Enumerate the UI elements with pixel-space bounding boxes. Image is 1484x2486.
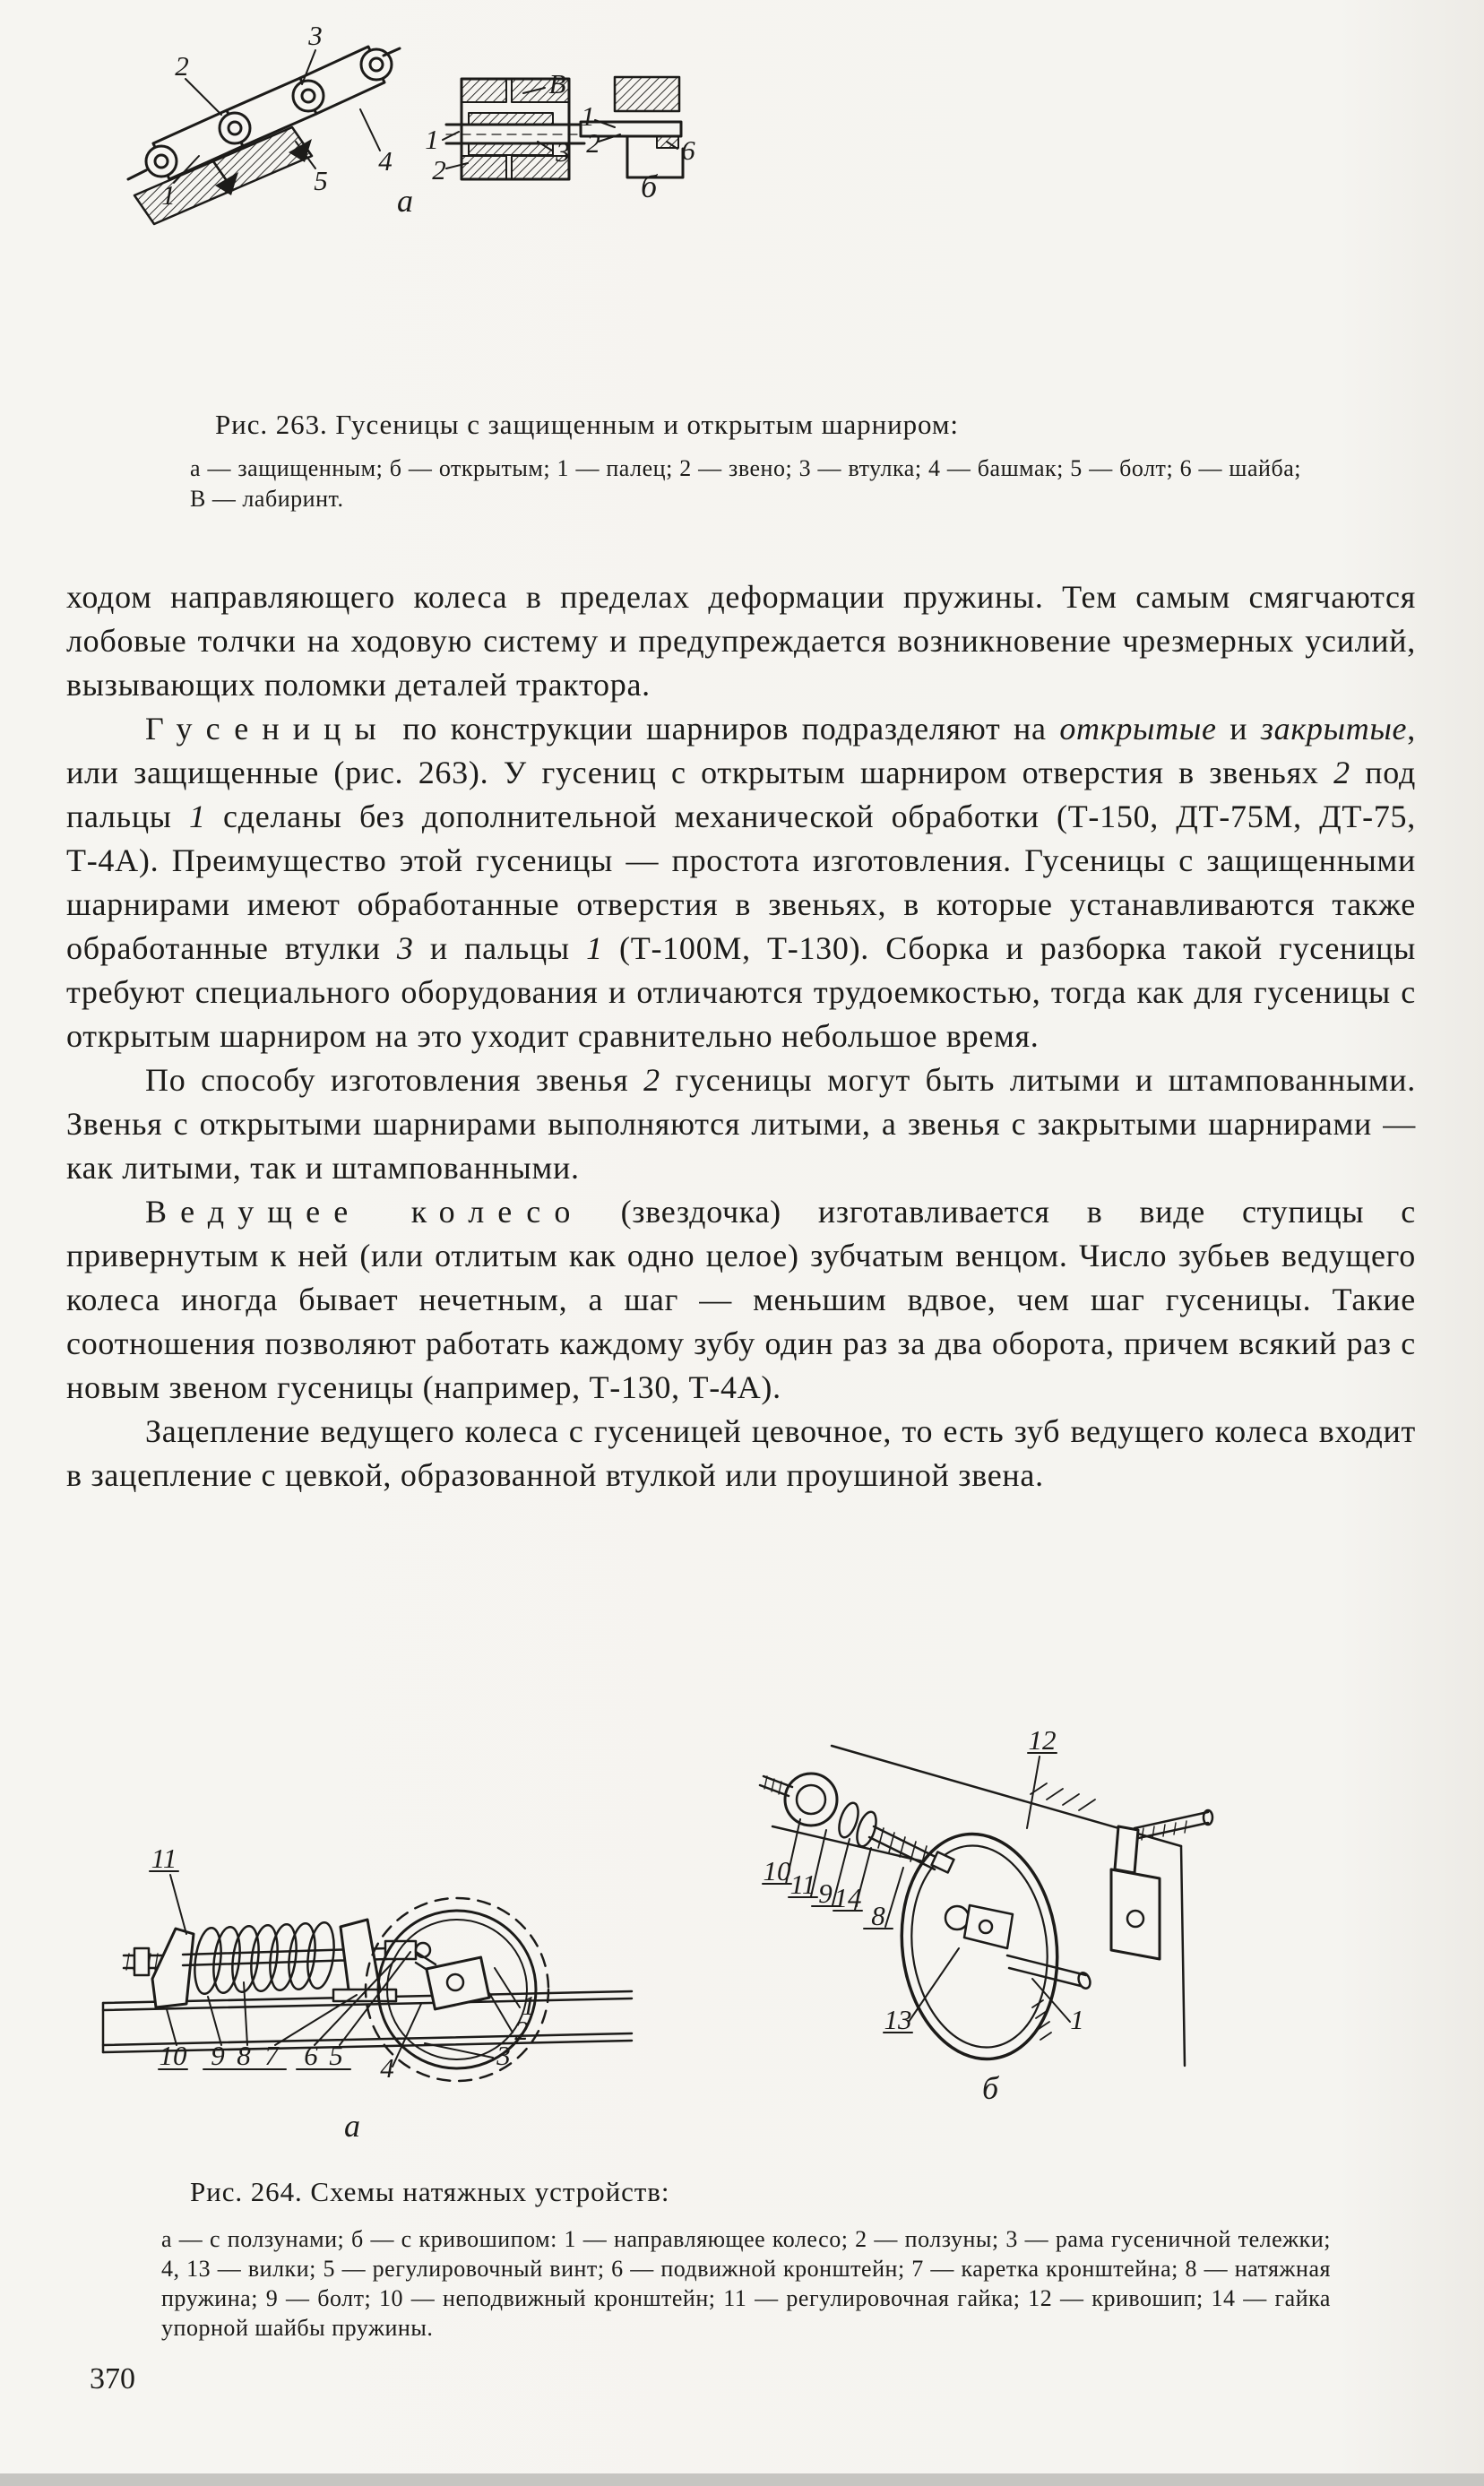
subfigure-b-label: б [981, 2070, 999, 2106]
text-run: (Т-100М, Т-130). Сборка и разборка такой гусеницы требуют специального оборудования и отличаются трудоемкостью, тогда как для гусеницы с открытым шарниром на это уходит сравнительно небольшое время. [66, 930, 1416, 1054]
callout-3-left: 3 [496, 2040, 511, 2071]
callout-6-right: 6 [681, 134, 695, 166]
callout-3-mid: 3 [556, 136, 570, 168]
body-text-column [66, 575, 1416, 1498]
page-number: 370 [90, 2362, 135, 2395]
scan-edge-shadow [0, 2473, 1484, 2486]
text-run: 1 [586, 930, 603, 966]
callout-1-right: 1 [581, 100, 595, 132]
text-run: По способу изготовления звенья [145, 1062, 644, 1098]
callout-8: 8 [237, 2040, 251, 2071]
callout-11: 11 [151, 1843, 177, 1874]
callout-13-right: 13 [884, 2004, 912, 2035]
callout-2-right: 2 [586, 127, 600, 159]
callout-4: 4 [380, 2052, 394, 2084]
text-run: гусеницы могут быть литыми и штампованными. Звенья с открытыми шарнирами выполняются литыми, а звенья с закрытыми шарнирами — как литыми, так и штампованными. [66, 1062, 1416, 1186]
body-paragraph [66, 1410, 1416, 1498]
callout-4: 4 [378, 145, 393, 177]
callout-2-mid: 2 [432, 154, 446, 186]
callout-8-right: 8 [871, 1900, 885, 1931]
text-run: , или защищенные (рис. 263). У гусениц с открытым шарниром отверстия в звеньях [66, 711, 1416, 790]
callout-5: 5 [329, 2040, 343, 2071]
text-run: 1 [189, 798, 206, 834]
callout-11-right: 11 [789, 1869, 816, 1900]
callout-1-mid: 1 [425, 124, 439, 155]
callout-9-right: 9 [818, 1877, 833, 1909]
body-paragraph [66, 1058, 1416, 1190]
text-run: сделаны без дополнительной механической обработки (Т-150, ДТ-75М, ДТ-75, Т-4А). Преимущество этой гусеницы — простота изготовления. Гусеницы с защищенными шарнирами имеют обработанные отверстия в звеньях, в которые устанавливаются также обработанные втулки [66, 798, 1416, 966]
figure-263-illustration [0, 0, 1484, 403]
callout-1-right: 1 [1070, 2004, 1084, 2035]
text-run: и [1216, 711, 1261, 747]
figure-264-caption-legend: а — с ползунами; б — с кривошипом: 1 — направляющее колесо; 2 — ползуны; 3 — рама гусеничной тележки; 4, 13 — вилки; 5 — регулировочный винт; 6 — подвижной кронштейн; 7 — каретка кронштейна; 8 — натяжная пружина; 9 — болт; 10 — неподвижный кронштейн; 11 — регулировочная гайка; 12 — кривошип; 14 — гайка упорной шайбы пружины. [161, 2226, 1331, 2341]
figure-263-caption-legend: а — защищенным; б — открытым; 1 — палец; 2 — звено; 3 — втулка; 4 — башмак; 5 — болт; 6 — шайба; В — лабиринт. [190, 455, 1301, 512]
callout-2-left: 2 [514, 2015, 529, 2046]
text-run: Гусеницы [145, 711, 390, 747]
text-run: 2 [643, 1062, 660, 1098]
callout-B: В [548, 68, 566, 99]
callout-6: 6 [304, 2040, 318, 2071]
text-run: 3 [396, 930, 414, 966]
callout-9: 9 [211, 2040, 225, 2071]
text-run: ходом направляющего колеса в пределах деформации пружины. Тем самым смягчаются лобовые толчки на ходовую систему и предупреждается возникновение чрезмерных усилий, вызывающих поломки деталей трактора. [66, 579, 1416, 703]
callout-2: 2 [175, 50, 189, 82]
text-run: открытые [1059, 711, 1217, 747]
text-run: 2 [1333, 755, 1350, 790]
subfigure-b-label: б [640, 168, 658, 204]
callout-3: 3 [308, 20, 323, 51]
figure-264-illustration [0, 1694, 1484, 2142]
callout-7: 7 [264, 2040, 279, 2071]
text-run: Ведущее колесо [145, 1194, 584, 1230]
body-paragraph [66, 1190, 1416, 1410]
subfigure-a-label: а [344, 2108, 360, 2142]
callout-10: 10 [159, 2040, 187, 2071]
body-paragraph [66, 707, 1416, 1058]
callout-1-left: 1 [522, 1990, 536, 2021]
callout-5: 5 [314, 165, 328, 196]
callout-12: 12 [1028, 1724, 1057, 1756]
text-run: (звездочка) изготавливается в виде ступицы с привернутым к ней (или отлитым как одно целое) зубчатым венцом. Число зубьев ведущего колеса иногда бывает нечетным, а шаг — меньшим вдвое, чем шаг гусеницы. Такие соотношения позволяют работать каждому зубу один раз за два оборота, причем всякий раз с новым звеном гусеницы (например, Т-130, Т-4А). [66, 1194, 1416, 1405]
text-run: закрытые [1260, 711, 1408, 747]
text-run: Зацепление ведущего колеса с гусеницей цевочное, то есть зуб ведущего колеса входит в зацепление с цевкой, образованной втулкой или проушиной звена. [66, 1413, 1416, 1493]
text-run: и пальцы [413, 930, 587, 966]
text-run: под пальцы [66, 755, 1416, 834]
callout-10-right: 10 [763, 1855, 791, 1886]
text-run: по конструкции шарниров подразделяют на [389, 711, 1060, 747]
figure-264-caption-title: Рис. 264. Схемы натяжных устройств: [190, 2176, 670, 2207]
callout-14-right: 14 [833, 1882, 862, 1913]
figure-263-caption-title: Рис. 263. Гусеницы с защищенным и открытым шарниром: [215, 409, 959, 440]
body-paragraph [66, 575, 1416, 707]
subfigure-a-label: а [397, 183, 413, 219]
callout-1: 1 [161, 179, 176, 211]
